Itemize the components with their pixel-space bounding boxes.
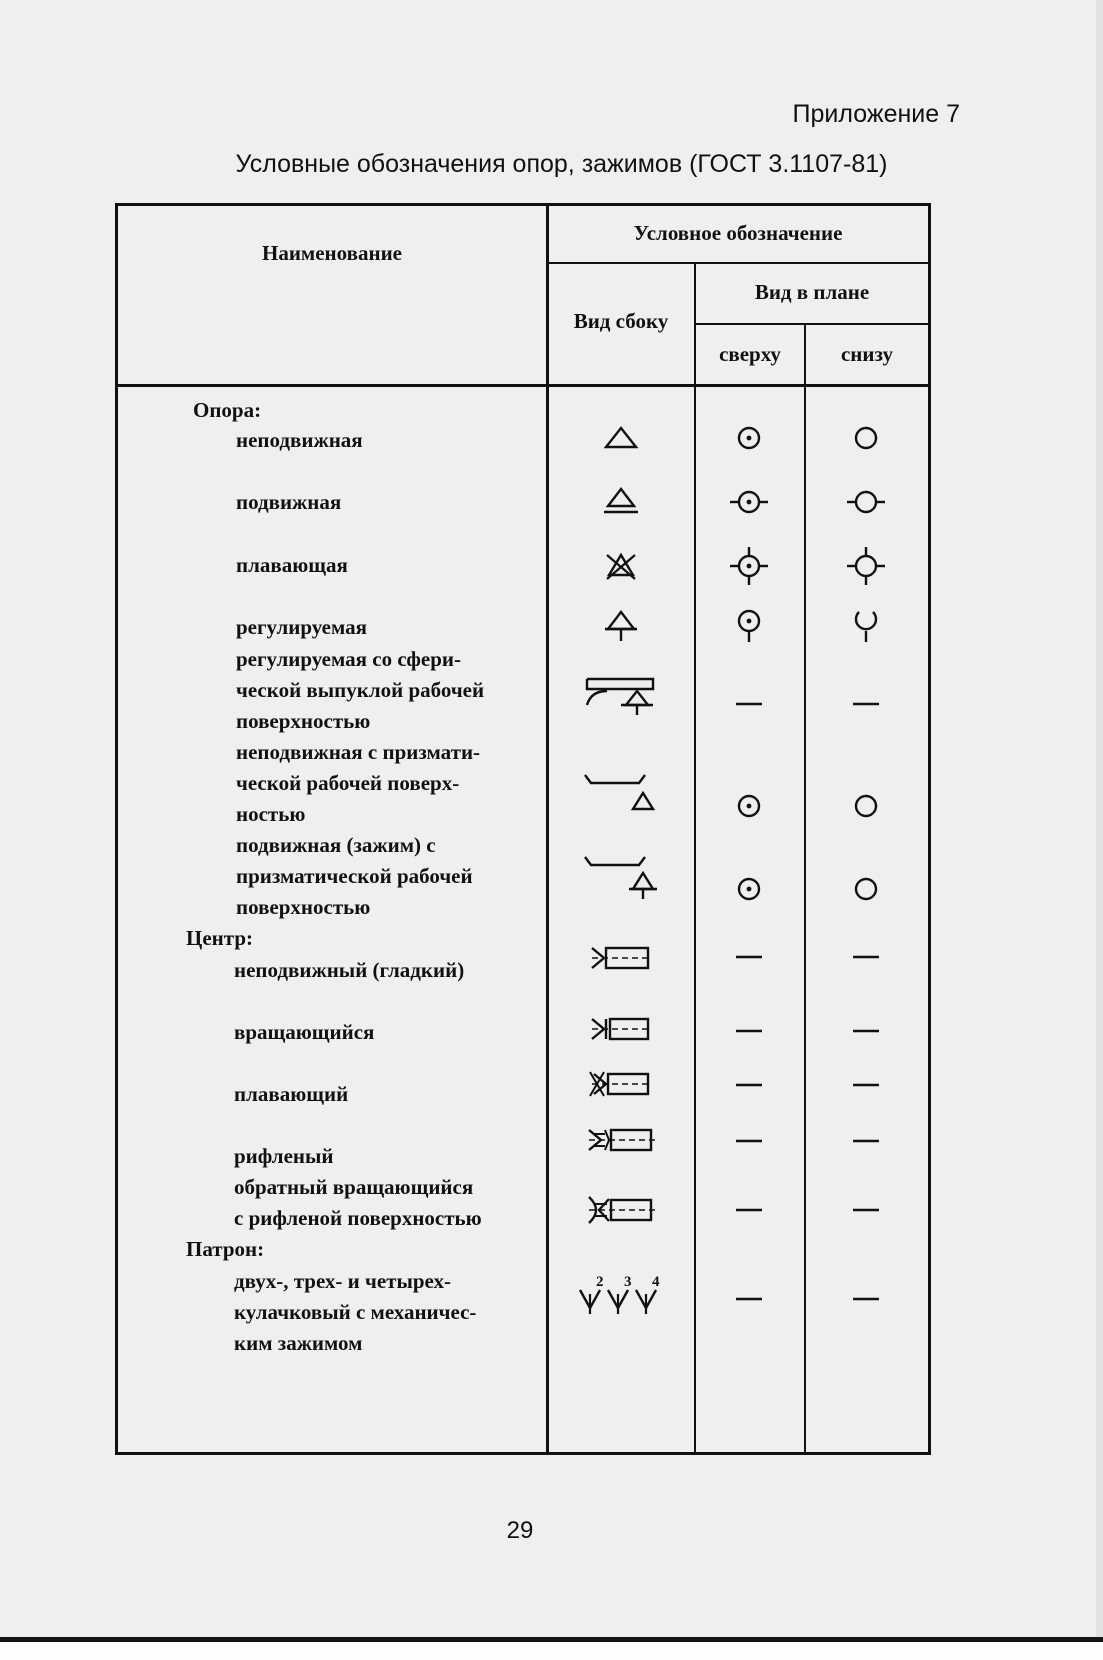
dash-icon [734,953,764,961]
spherical-adjustable-support-icon [581,673,661,719]
jaw-icon [636,1290,656,1314]
row-label: ностью [236,802,306,826]
row-label: с рифленой поверхностью [234,1206,482,1230]
row-label: регулируемая [236,615,367,639]
header-plan-view: Вид в плане [754,280,870,304]
group-title-support: Опора: [193,398,262,422]
dash-icon [734,1295,764,1303]
row-label: ческой рабочей поверх- [236,771,460,795]
circle-dot-stem-icon [734,607,764,645]
dash-icon [734,1027,764,1035]
prismatic-fixed-support-icon [581,771,661,817]
floating-support-icon [601,549,641,583]
group-title-center: Центр: [186,926,253,950]
row-label: подвижная [236,490,342,514]
row-label: вращающийся [234,1020,375,1044]
dash-icon [851,1295,881,1303]
scan-bottom-border [0,1637,1103,1660]
row-label: неподвижный (гладкий) [234,958,465,982]
chuck-number: 3 [624,1274,632,1290]
appendix-label: Приложение 7 [792,100,960,128]
group-title-chuck: Патрон: [186,1237,265,1261]
rule-header-2 [695,323,928,325]
jaw-icon [608,1290,628,1314]
rule-header-1 [548,262,928,264]
row-label: кулачковый с механичес- [234,1300,477,1324]
row-label: ким зажимом [234,1331,363,1355]
circle-dot-cross-icon [728,545,770,587]
row-label: плавающий [234,1082,349,1106]
row-label: призматической рабочей [236,864,473,888]
circle-cross-icon [845,545,887,587]
circle-icon [851,423,881,453]
row-label: регулируемая со сфери- [236,647,461,671]
dash-icon [734,1206,764,1214]
dash-icon [734,700,764,708]
dash-icon [734,1137,764,1145]
circle-dot-icon [734,791,764,821]
rule-side-column [694,263,696,1452]
adjustable-support-icon [601,609,641,643]
chuck-number: 2 [596,1274,604,1290]
circle-icon [851,791,881,821]
open-circle-stem-icon [851,607,881,645]
dash-icon [851,1206,881,1214]
grooved-center-icon [585,1124,657,1156]
header-side-view: Вид сбоку [573,309,669,333]
dash-icon [734,1081,764,1089]
jaw-icon [580,1290,600,1314]
floating-center-icon [588,1068,654,1100]
dash-icon [851,700,881,708]
header-bottom: снизу [840,342,894,366]
fixed-support-icon [601,425,641,451]
row-label: ческой выпуклой рабочей [236,678,485,702]
rule-name-column [546,206,549,1452]
page-title: Условные обозначения опор, зажимов (ГОСТ 3.1107-81) [235,150,888,178]
movable-support-icon [601,486,641,518]
rotating-center-icon [588,1015,654,1043]
header-top: сверху [719,342,781,366]
header-symbol: Условное обозначение [633,221,843,245]
reverse-grooved-center-icon [585,1193,657,1227]
row-label: неподвижная с призмати- [236,740,481,764]
row-label: поверхностью [236,895,371,919]
dash-icon [851,1027,881,1035]
symbols-table [115,203,931,1455]
page-number: 29 [506,1517,534,1544]
row-label: двух-, трех- и четырех- [234,1269,451,1293]
rule-top-column [804,324,806,1452]
page-edge [1096,0,1103,1637]
row-label: поверхностью [236,709,371,733]
rule-header-bottom [118,384,928,387]
circle-ticks-icon [845,487,887,517]
row-label: подвижная (зажим) с [236,833,436,857]
row-label: обратный вращающийся [234,1175,474,1199]
row-label: плавающая [236,553,348,577]
circle-dot-icon [734,423,764,453]
dash-icon [851,953,881,961]
fixed-center-icon [588,944,654,972]
row-label: рифленый [234,1144,334,1168]
chuck-number: 4 [652,1274,660,1290]
jaw-chuck-icon [576,1274,666,1318]
row-label: неподвижная [236,428,363,452]
dash-icon [851,1081,881,1089]
dash-icon [851,1137,881,1145]
circle-dot-ticks-icon [728,487,770,517]
prismatic-movable-clamp-icon [581,853,661,903]
circle-icon [851,874,881,904]
header-name: Наименование [262,241,402,265]
circle-dot-icon [734,874,764,904]
